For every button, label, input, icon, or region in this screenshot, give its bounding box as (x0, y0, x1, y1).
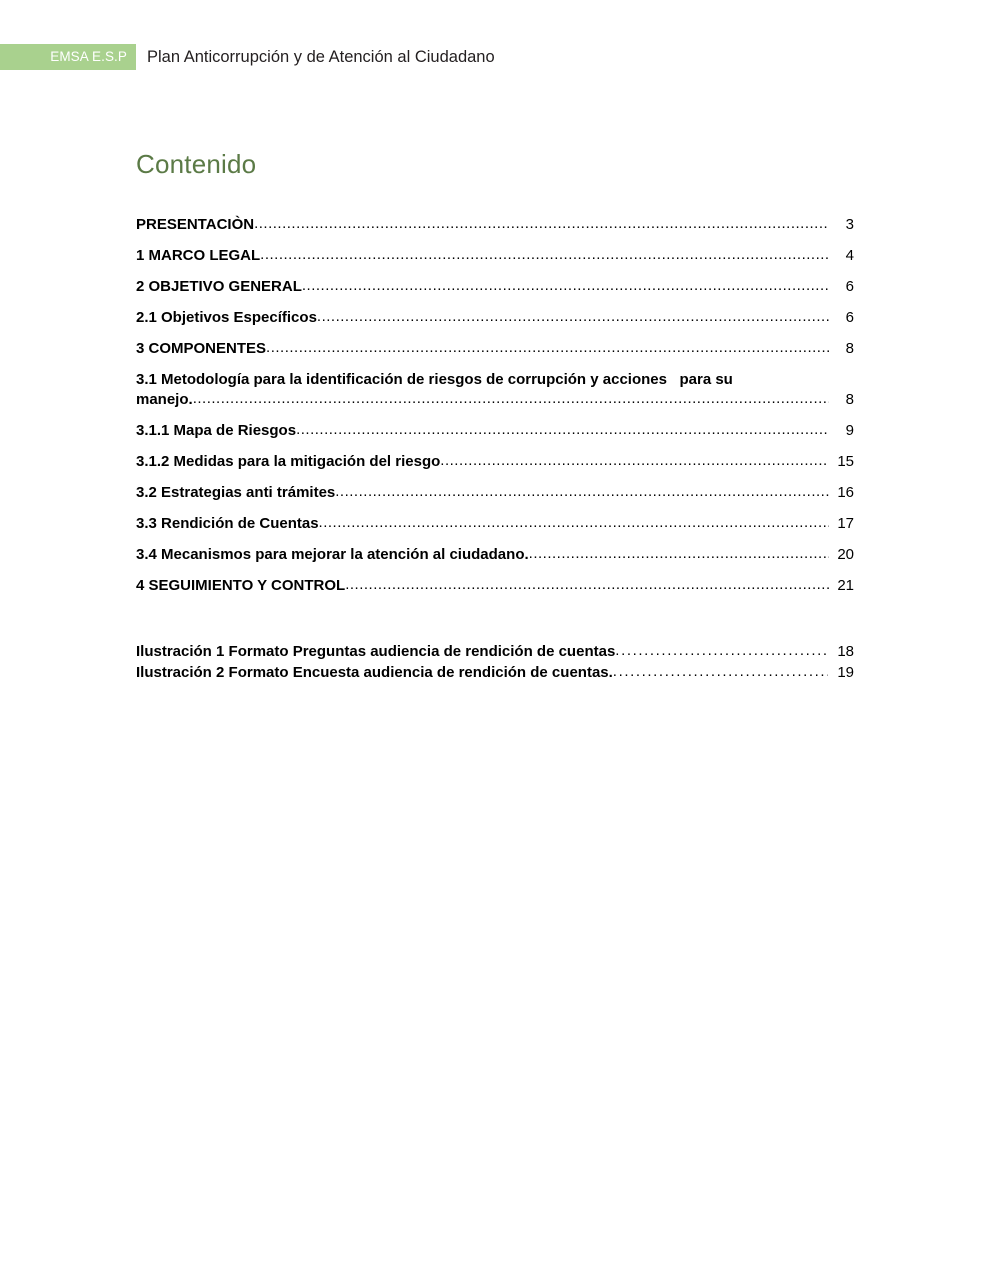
illustration-entry-label: Ilustración 2 Formato Encuesta audiencia de rendición de cuentas. (136, 663, 613, 681)
toc-row (136, 452, 854, 472)
toc-dot-leader (319, 513, 829, 533)
toc-entry-label-line1: 3.1 Metodología para la identificación de riesgos de corrupción y acciones para su (136, 370, 733, 388)
illustration-entry[interactable] (136, 662, 854, 683)
toc-entry[interactable] (136, 514, 854, 534)
toc-entry-page: 20 (837, 545, 854, 563)
illustration-dot-leader (615, 640, 828, 661)
toc-entry-page: 9 (845, 421, 854, 439)
toc-dot-leader (254, 214, 829, 234)
toc-entry-page: 6 (845, 277, 854, 295)
toc-entry-label: 4 SEGUIMIENTO Y CONTROL (136, 576, 346, 594)
toc-entry-label: 3.4 Mecanismos para mejorar la atención al ciudadano. (136, 545, 529, 563)
toc-entry[interactable] (136, 483, 854, 503)
toc-entry[interactable] (136, 370, 854, 410)
toc-dot-leader (193, 389, 829, 409)
toc-row (136, 308, 854, 328)
document-header-title: Plan Anticorrupción y de Atención al Ciudadano (147, 47, 495, 66)
toc-row (136, 514, 854, 534)
toc-entry[interactable] (136, 246, 854, 266)
toc-entry-page: 15 (837, 452, 854, 470)
toc-entry-label: 3 COMPONENTES (136, 339, 267, 357)
toc-row (136, 246, 854, 266)
toc-dot-leader (335, 482, 829, 502)
toc-entry-page: 8 (845, 339, 854, 357)
brand-chip-label: EMSA E.S.P (50, 49, 127, 65)
toc-row (136, 339, 854, 359)
toc-entry-label: 3.1.2 Medidas para la mitigación del riesgo (136, 452, 441, 470)
brand-chip (0, 44, 136, 70)
illustration-entry[interactable] (136, 641, 854, 662)
toc-dot-leader (440, 451, 829, 471)
toc-row (136, 576, 854, 596)
toc-entry[interactable] (136, 421, 854, 441)
toc-entry-label: PRESENTACIÒN (136, 215, 255, 233)
toc-entry-label: 1 MARCO LEGAL (136, 246, 261, 264)
toc-row (136, 421, 854, 441)
toc-entry-label: 2.1 Objetivos Específicos (136, 308, 317, 326)
toc-entry-label-line2: manejo. (136, 390, 193, 408)
toc-entry-page: 3 (845, 215, 854, 233)
toc-dot-leader (529, 544, 829, 564)
toc-dot-leader (296, 420, 829, 440)
toc-entry-label: 2 OBJETIVO GENERAL (136, 277, 302, 295)
illustration-entry-page: 18 (837, 642, 854, 660)
toc-entry[interactable] (136, 215, 854, 235)
toc-entry[interactable] (136, 277, 854, 297)
toc-entry-label: 3.2 Estrategias anti trámites (136, 483, 336, 501)
illustration-dot-leader (613, 661, 828, 682)
toc-entry-label: 3.1.1 Mapa de Riesgos (136, 421, 297, 439)
toc-entry-page: 16 (837, 483, 854, 501)
toc-dot-leader (266, 338, 829, 358)
toc-row (136, 215, 854, 235)
page-body (136, 150, 854, 683)
toc-entry-label: 3.3 Rendición de Cuentas (136, 514, 319, 532)
toc-dot-leader (260, 245, 829, 265)
toc-entry[interactable] (136, 339, 854, 359)
toc-dot-leader (302, 276, 829, 296)
illustration-index (136, 641, 854, 683)
toc-entry[interactable] (136, 308, 854, 328)
toc-row (136, 390, 854, 410)
toc-entry[interactable] (136, 576, 854, 596)
toc-row (136, 545, 854, 565)
toc-entry[interactable] (136, 452, 854, 472)
toc-entry-page: 6 (845, 308, 854, 326)
toc-dot-leader (317, 307, 829, 327)
illustration-entry-label: Ilustración 1 Formato Preguntas audiencia de rendición de cuentas (136, 642, 616, 660)
toc-entry[interactable] (136, 545, 854, 565)
toc-entry-page: 4 (845, 246, 854, 264)
toc-row (136, 483, 854, 503)
toc-entry-page: 17 (837, 514, 854, 532)
document-header (0, 44, 990, 70)
illustration-entry-page: 19 (837, 663, 854, 681)
toc-dot-leader (345, 575, 829, 595)
toc-row (136, 277, 854, 297)
page-title: Contenido (136, 149, 257, 179)
toc-entry-page: 21 (837, 576, 854, 594)
table-of-contents (136, 215, 854, 596)
toc-entry-page: 8 (845, 390, 854, 408)
